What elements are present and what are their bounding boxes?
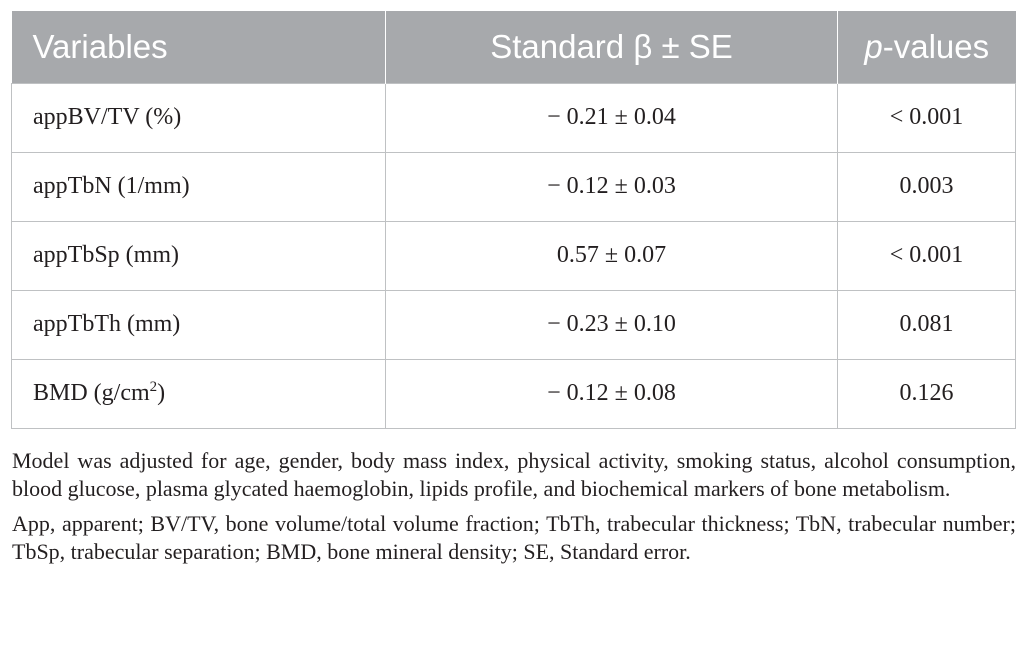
cell-p-value: 0.126: [838, 359, 1016, 428]
variable-text: appTbN (1/mm): [33, 173, 190, 199]
variable-tail: ): [157, 380, 166, 406]
table-row: [12, 359, 1016, 428]
cell-variable: [12, 83, 386, 152]
cell-p-value: < 0.001: [838, 221, 1016, 290]
cell-variable: [12, 359, 386, 428]
header-p-suffix: -values: [882, 27, 990, 65]
header-variables: Variables: [12, 11, 386, 83]
cell-p-value: < 0.001: [838, 83, 1016, 152]
cell-beta-se: − 0.21 ± 0.04: [386, 83, 838, 152]
cell-variable: [12, 221, 386, 290]
variable-text: appTbSp (mm): [33, 242, 179, 268]
header-standard-beta-se: Standard β ± SE: [386, 11, 838, 83]
cell-beta-se: − 0.12 ± 0.08: [386, 359, 838, 428]
cell-p-value: 0.003: [838, 152, 1016, 221]
variable-text: appBV/TV (%): [33, 104, 182, 130]
footnote-model-adjustment: Model was adjusted for age, gender, body mass index, physical activity, smoking status, alcohol consumption, blood glucose, plasma glycated haemoglobin, lipids profile, and biochemical markers of bone metabolism.: [12, 448, 1016, 501]
results-table-container: [11, 11, 1015, 429]
footnote-abbreviations: App, apparent; BV/TV, bone volume/total volume fraction; TbTh, trabecular thickness; TbN, trabecular number; TbSp, trabecular separation; BMD, bone mineral density; SE, Standard error.: [12, 511, 1016, 564]
header-p-italic: p: [864, 27, 883, 65]
table-footnotes: [12, 447, 1016, 573]
table-row: [12, 221, 1016, 290]
table-header-row: [12, 11, 1016, 83]
cell-p-value: 0.081: [838, 290, 1016, 359]
table-row: [12, 83, 1016, 152]
cell-beta-se: 0.57 ± 0.07: [386, 221, 838, 290]
cell-variable: [12, 152, 386, 221]
table-row: [12, 152, 1016, 221]
cell-beta-se: − 0.12 ± 0.03: [386, 152, 838, 221]
variable-text: BMD (g/cm: [33, 380, 150, 406]
table-row: [12, 290, 1016, 359]
cell-beta-se: − 0.23 ± 0.10: [386, 290, 838, 359]
regression-results-table: [11, 11, 1016, 429]
cell-variable: [12, 290, 386, 359]
variable-text: appTbTh (mm): [33, 311, 181, 337]
header-p-values: [838, 11, 1016, 83]
variable-superscript: 2: [149, 379, 158, 395]
